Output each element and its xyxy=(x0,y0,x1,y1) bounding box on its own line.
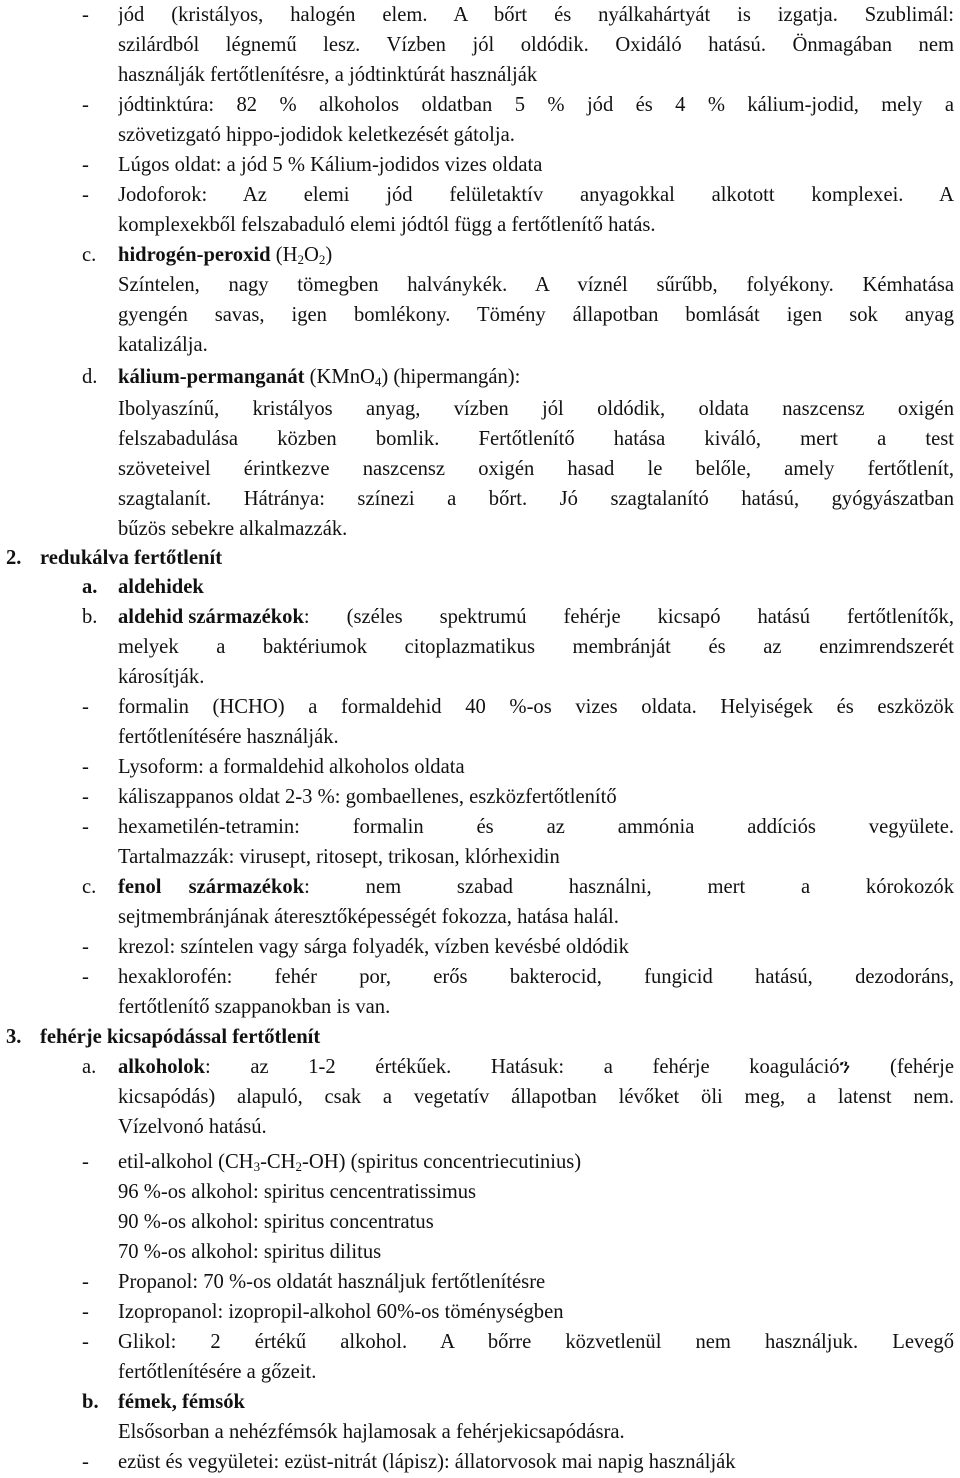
text-line: gyengén savas, igen bomlékony. Tömény állapotban bomlását igen sok anyag xyxy=(118,304,954,326)
text-line: bűzös sebekre alkalmazzák. xyxy=(118,518,348,540)
text-line: kicsapódás) alapuló, csak a vegetatív állapotban lévőket öli meg, a latenst nem. xyxy=(118,1086,954,1108)
text-line: Jodoforok: Az elemi jód felületaktív anyagokkal alkotott komplexei. A xyxy=(118,184,954,206)
formula-part: O xyxy=(303,244,319,266)
text-line: 70 %-os alkohol: spiritus dilitus xyxy=(118,1241,382,1263)
text-line: 96 %-os alkohol: spiritus cencentratissimus xyxy=(118,1181,477,1203)
text-line: komplexekből felszabaduló elemi jódtól függ a fertőtlenítő hatás. xyxy=(118,214,656,236)
text-line: melyek a baktériumok citoplazmatikus membránját és az enzimrendszerét xyxy=(118,636,954,658)
item-marker: c. xyxy=(82,876,97,898)
text-line: formalin (HCHO) a formaldehid 40 %-os vizes oldata. Helyiségek és eszközök xyxy=(118,696,954,718)
text-line: használják fertőtlenítésre, a jódtinktúrát használják xyxy=(118,64,538,86)
text-line: 90 %-os alkohol: spiritus concentratus xyxy=(118,1211,434,1233)
text-run: : nem szabad használni, mert a kórokozók xyxy=(304,876,954,898)
formula-subscript: 2 xyxy=(318,252,326,267)
list-dash: - xyxy=(82,936,89,958)
text-line: Vízelvonó hatású. xyxy=(118,1116,267,1138)
text-line: Tartalmazzák: virusept, ritosept, trikosan, klórhexidin xyxy=(118,846,560,868)
heading-term: fenol származékok xyxy=(118,876,305,898)
text-line: katalizálja. xyxy=(118,334,208,356)
section-title: fehérje kicsapódással fertőtlenít xyxy=(40,1026,321,1048)
formula-part: (H xyxy=(275,244,298,266)
formula-subscript: 2 xyxy=(297,252,304,267)
text-line: fertőtlenítésére használják. xyxy=(118,726,339,748)
text-line: fertőtlenítő szappanokban is van. xyxy=(118,996,391,1018)
ethanol-formula-line xyxy=(118,1147,581,1177)
text-line: Glikol: 2 értékű alkohol. A bőrre közvetlenül nem használjuk. Levegő xyxy=(118,1331,954,1353)
heading-term: hidrogén-peroxid xyxy=(118,244,271,266)
text-line: Elsősorban a nehézfémsók hajlamosak a fehérjekicsapódásra. xyxy=(118,1421,625,1443)
section-number: 2. xyxy=(6,547,22,569)
formula-part: (KMnO xyxy=(309,366,375,388)
list-dash: - xyxy=(82,786,89,808)
list-dash: - xyxy=(82,1451,89,1473)
subsection-heading xyxy=(118,872,954,902)
item-marker: a. xyxy=(82,1056,97,1078)
list-dash: - xyxy=(82,966,89,988)
subsection-title: aldehidek xyxy=(118,576,204,598)
text-line: szöveteivel érintkezve naszcensz oxigén hasad le belőle, amely fertőtlenít, xyxy=(118,458,954,480)
text-line: jódtinktúra: 82 % alkoholos oldatban 5 % jód és 4 % kálium-jodid, mely a xyxy=(118,94,954,116)
text-line: Ibolyaszínű, kristályos anyag, vízben jól oldódik, oldata naszcensz oxigén xyxy=(118,398,954,420)
list-dash: - xyxy=(82,816,89,838)
list-dash: - xyxy=(82,1301,89,1323)
subsection-heading xyxy=(118,602,954,632)
formula-part: ) (hipermangán): xyxy=(381,366,521,388)
text-line: hexaklorofén: fehér por, erős bakterocid, fungicid hatású, dezodoráns, xyxy=(118,966,954,988)
item-marker: d. xyxy=(82,366,98,388)
formula-subscript: 3 xyxy=(253,1159,261,1174)
subsection-heading xyxy=(118,1052,954,1082)
heading-hydrogen-peroxide xyxy=(118,240,332,270)
item-marker: a. xyxy=(82,576,98,598)
item-marker: c. xyxy=(82,244,97,266)
text-line: károsítják. xyxy=(118,666,205,688)
formula-part: ) xyxy=(325,244,333,266)
text-line: szagtalanít. Hátránya: színezi a bőrt. Jó szagtalanító hatású, gyógyászatban xyxy=(118,488,954,510)
formula-subscript: 2 xyxy=(295,1159,303,1174)
heading-term: aldehid származékok xyxy=(118,606,304,628)
list-dash: - xyxy=(82,1331,89,1353)
list-dash: - xyxy=(82,1271,89,1293)
item-marker: b. xyxy=(82,606,98,628)
text-line: jód (kristályos, halogén elem. A bőrt és nyálkahártyát is izgatja. Szublimál: xyxy=(118,4,954,26)
section-number: 3. xyxy=(6,1026,22,1048)
text-line: Színtelen, nagy tömegben halványkék. A víznél sűrűbb, folyékony. Kémhatása xyxy=(118,274,954,296)
text-line: Lysoform: a formaldehid alkoholos oldata xyxy=(118,756,465,778)
text-line: felszabadulása közben bomlik. Fertőtlenítő hatása kiváló, mert a test xyxy=(118,428,954,450)
formula-part: -CH xyxy=(260,1151,296,1173)
text-line: ezüst és vegyületei: ezüst-nitrát (lápisz): állatorvosok mai napig használják xyxy=(118,1451,736,1473)
text-line: káliszappanos oldat 2-3 %: gombaellenes, eszközfertőtlenítő xyxy=(118,786,617,808)
heading-potassium-permanganate xyxy=(118,362,520,392)
list-dash: - xyxy=(82,4,89,26)
text-line: krezol: színtelen vagy sárga folyadék, vízben kevésbé oldódik xyxy=(118,936,629,958)
heading-term: kálium-permanganát xyxy=(118,366,305,388)
formula-subscript: 4 xyxy=(374,374,382,389)
text-run: : (széles spektrumú fehérje kicsapó hatású fertőtlenítők, xyxy=(303,606,954,628)
list-dash: - xyxy=(82,756,89,778)
text-line: Lúgos oldat: a jód 5 % Kálium-jodidos vizes oldata xyxy=(118,154,543,176)
text-line: Propanol: 70 %-os oldatát használjuk fertőtlenítésre xyxy=(118,1271,546,1293)
list-dash: - xyxy=(82,94,89,116)
text-line: hexametilén-tetramin: formalin és az ammónia addíciós vegyülete. xyxy=(118,816,954,838)
subsection-title: fémek, fémsók xyxy=(118,1391,245,1413)
formula-part: etil-alkohol (CH xyxy=(118,1151,254,1173)
section-title: redukálva fertőtlenít xyxy=(40,547,223,569)
list-dash: - xyxy=(82,696,89,718)
text-run: : az 1-2 értékűek. Hatásuk: a fehérje koagulációን (fehérje xyxy=(205,1056,954,1078)
text-line: szilárdból légnemű lesz. Vízben jól oldódik. Oxidáló hatású. Önmagában nem xyxy=(118,34,954,56)
text-line: sejtmembránjának áteresztőképességét fokozza, hatása halál. xyxy=(118,906,619,928)
formula-part: -OH) (spiritus concentriecutinius) xyxy=(302,1151,582,1173)
text-line: Izopropanol: izopropil-alkohol 60%-os töménységben xyxy=(118,1301,564,1323)
text-line: fertőtlenítésére a gőzeit. xyxy=(118,1361,317,1383)
list-dash: - xyxy=(82,1151,89,1173)
list-dash: - xyxy=(82,184,89,206)
text-line: szövetizgató hippo-jodidok keletkezését gátolja. xyxy=(118,124,515,146)
heading-term: alkoholok xyxy=(118,1056,205,1078)
item-marker: b. xyxy=(82,1391,99,1413)
list-dash: - xyxy=(82,154,89,176)
